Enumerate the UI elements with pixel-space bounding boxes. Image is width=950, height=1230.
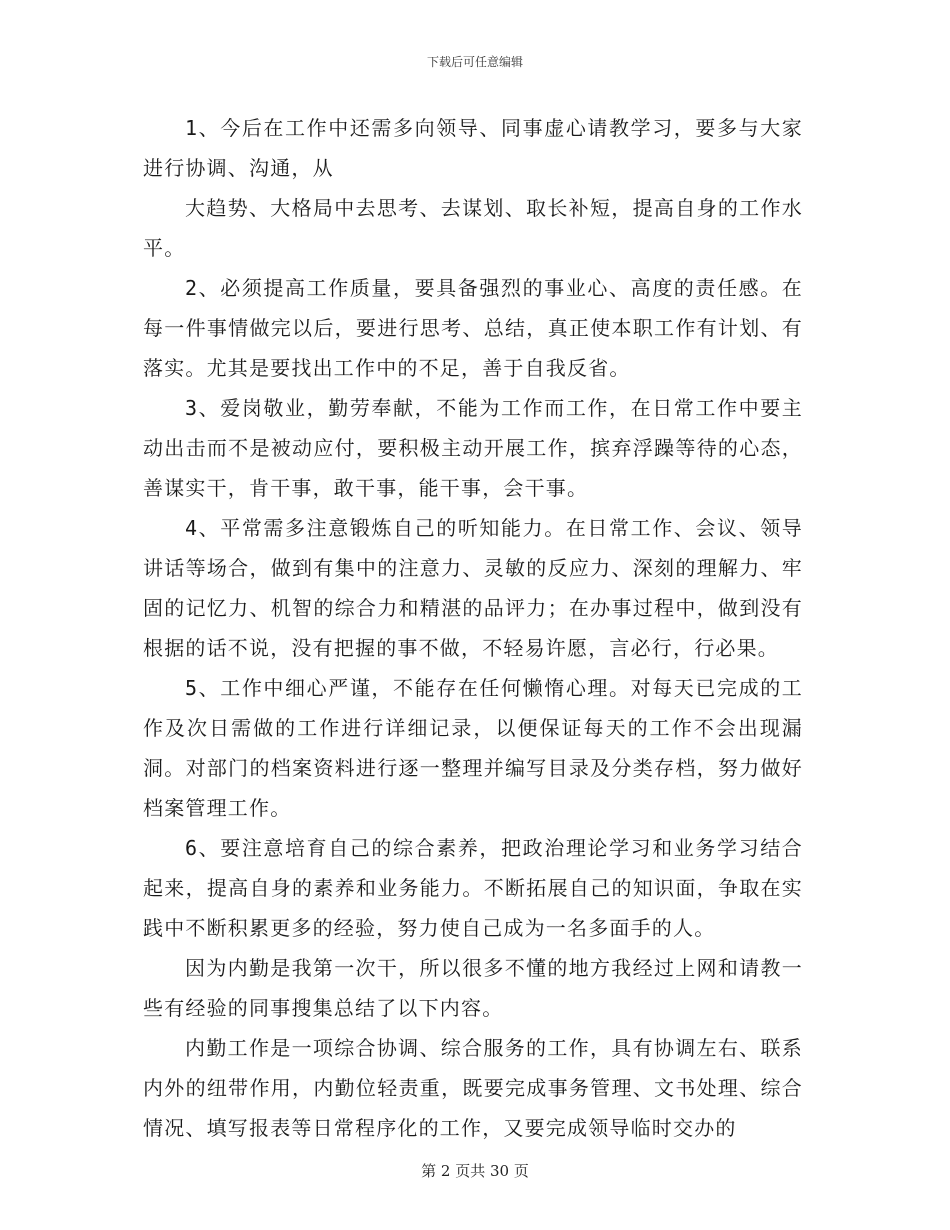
paragraph-3: 3、爱岗敬业，勤劳奉献，不能为工作而工作，在日常工作中要主动出击而不是被动应付，要积极主动开展工作，摈弃浮躁等待的心态，善谋实干，肯干事，敢干事，能干事，会干事。: [143, 396, 803, 500]
paragraph-5: 5、工作中细心严谨，不能存在任何懒惰心理。对每天已完成的工作及次日需做的工作进行详细记录，以便保证每天的工作不会出现漏洞。对部门的档案资料进行逐一整理并编写目录及分类存档，努力做好档案管理工作。: [143, 676, 803, 820]
page-header: 下载后可任意编辑: [426, 55, 523, 69]
page-footer: 第 2 页共 30 页: [421, 1162, 529, 1180]
paragraph-8: 内勤工作是一项综合协调、综合服务的工作，具有协调左右、联系内外的纽带作用，内勤位轻责重，既要完成事务管理、文书处理、综合情况、填写报表等日常程序化的工作，又要完成领导临时交办的: [143, 1036, 803, 1140]
paragraph-2: 2、必须提高工作质量，要具备强烈的事业心、高度的责任感。在每一件事情做完以后，要进行思考、总结，真正使本职工作有计划、有落实。尤其是要找出工作中的不足，善于自我反省。: [143, 276, 803, 380]
paragraph-4: 4、平常需多注意锻炼自己的听知能力。在日常工作、会议、领导讲话等场合，做到有集中的注意力、灵敏的反应力、深刻的理解力、牢固的记忆力、机智的综合力和精湛的品评力；在办事过程中，做到没有根据的话不说，没有把握的事不做，不轻易许愿，言必行，行必果。: [143, 516, 803, 660]
paragraph-1-continued: 大趋势、大格局中去思考、去谋划、取长补短，提高自身的工作水平。: [143, 196, 803, 260]
paragraph-7: 因为内勤是我第一次干，所以很多不懂的地方我经过上网和请教一些有经验的同事搜集总结了以下内容。: [143, 956, 803, 1020]
paragraph-1: 1、今后在工作中还需多向领导、同事虚心请教学习，要多与大家进行协调、沟通，从: [143, 116, 803, 180]
paragraph-6: 6、要注意培育自己的综合素养，把政治理论学习和业务学习结合起来，提高自身的素养和业务能力。不断拓展自己的知识面，争取在实践中不断积累更多的经验，努力使自己成为一名多面手的人。: [143, 836, 803, 940]
document-body: [143, 108, 803, 1148]
